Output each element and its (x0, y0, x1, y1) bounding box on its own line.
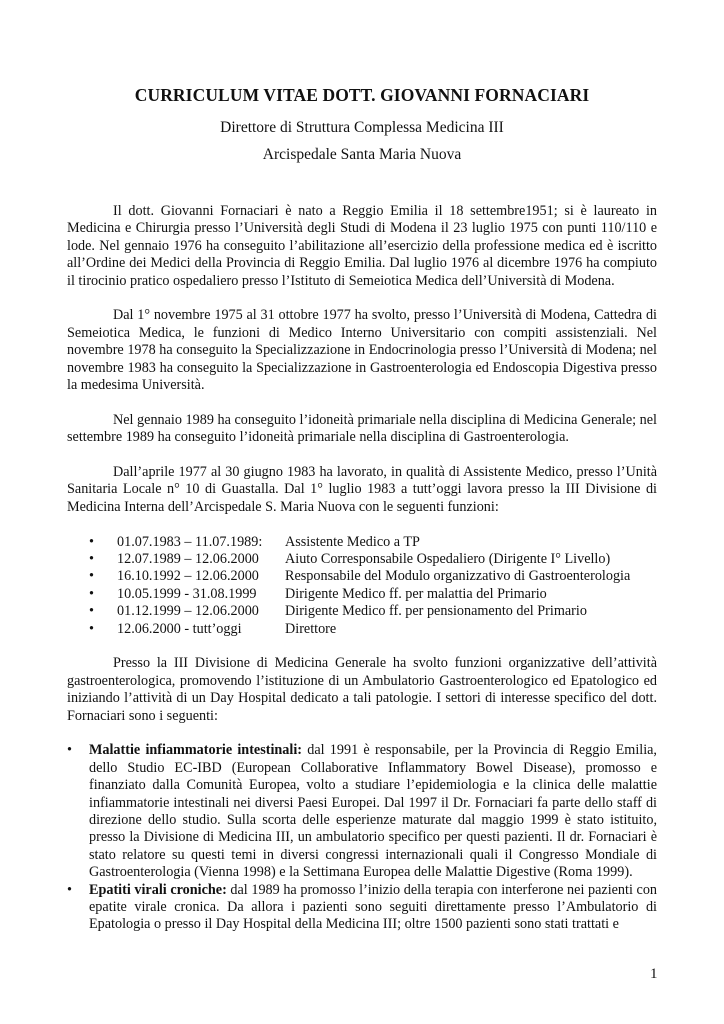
role-dates: 16.10.1992 – 12.06.2000 (117, 568, 259, 585)
topics-list (67, 742, 657, 933)
bullet-glyph: • (89, 620, 94, 637)
role-dates: 12.07.1989 – 12.06.2000 (117, 551, 259, 568)
paragraph-specializations: Dal 1° novembre 1975 al 31 ottobre 1977 ha svolto, presso l’Università di Modena, Cattedra di Semeiotica Medica, le funzioni di Medico Interno Universitario con compiti assistenziali. Nel novembre 1978 ha conseguito la Specializzazione in Endocrinologia presso l’Università di Modena; nel novembre 1983 ha conseguito la Specializzazione in Gastroenterologia ed Endoscopia Digestiva presso la medesima Università. (67, 307, 657, 394)
role-dates: 01.07.1983 – 11.07.1989: (117, 533, 263, 550)
role-title: Aiuto Corresponsabile Ospedaliero (Dirigente I° Livello) (285, 551, 611, 568)
bullet-glyph: • (89, 568, 94, 585)
subtitle-hospital: Arcispedale Santa Maria Nuova (262, 146, 462, 163)
bullet-glyph: • (89, 603, 94, 620)
topic-heading: Malattie infiammatorie intestinali: (89, 742, 302, 759)
role-title: Dirigente Medico ff. per pensionamento del Primario (285, 603, 587, 620)
list-item (67, 568, 657, 585)
role-title: Responsabile del Modulo organizzativo di Gastroenterologia (285, 568, 631, 585)
bullet-glyph: • (89, 585, 94, 602)
paragraph-birth-education: Il dott. Giovanni Fornaciari è nato a Reggio Emilia il 18 settembre1951; si è laureato in Medicina e Chirurgia presso l’Università degli Studi di Modena il 23 luglio 1975 con punti 110/110 e lode. Nel gennaio 1976 ha conseguito l’abilitazione all’esercizio della professione medica ed è iscritto all’Ordine dei Medici della Provincia di Reggio Emilia. Dal luglio 1976 al dicembre 1976 ha compiuto il tirocinio pratico ospedaliero presso l’Istituto di Semeiotica Medica dell’Università di Modena. (67, 203, 657, 289)
subtitle-role: Direttore di Struttura Complessa Medicina III (220, 119, 504, 136)
page-number: 1 (650, 966, 658, 982)
bullet-glyph: • (89, 551, 94, 568)
list-item (67, 882, 657, 934)
paragraph-qualifications: Nel gennaio 1989 ha conseguito l’idoneità primariale nella disciplina di Medicina Generale; nel settembre 1989 ha conseguito l’idoneità primariale nella disciplina di Gastroenterologia. (67, 411, 657, 446)
paragraph-employment: Dall’aprile 1977 al 30 giugno 1983 ha lavorato, in qualità di Assistente Medico, presso l’Unità Sanitaria Locale n° 10 di Guastalla. Dal 1° luglio 1983 a tutt’oggi lavora presso la III Divisione di Medicina Interna dell’Arcispedale S. Maria Nuova con le seguenti funzioni: (67, 464, 657, 515)
bullet-glyph: • (67, 742, 72, 759)
role-dates: 10.05.1999 - 31.08.1999 (117, 585, 257, 602)
topic-heading: Epatiti virali croniche: (89, 881, 227, 898)
list-item (67, 603, 657, 620)
topic-text: dal 1991 è responsabile, per la Provincia di Reggio Emilia, dello Studio EC-IBD (European Collaborative Inflammatory Bowel Disease), promosso e finanziato dalla Comunità Europea, volto a studiare l’epidemiologia e la clinica delle malattie infiammatorie intestinali nei diversi Paesi Europei. Dal 1997 il Dr. Fornaciari fa parte dello staff di direzione dello studio. Sulla scorta delle esperienze maturate dal maggio 1999 è stato istituito, presso la Divisione di Medicina III, un ambulatorio specifico per questi pazienti. Il dr. Fornaciari è stato relatore su questi temi in diversi congressi internazionali quali il Congresso Mondiale di Gastroenterologia (Vienna 1998) e la Settimana Europea delle Malattie Digestive (Roma 1999). (89, 742, 657, 881)
list-item (67, 621, 657, 638)
document-body (67, 203, 657, 934)
document-title: CURRICULUM VITAE DOTT. GIOVANNI FORNACIARI (134, 85, 590, 105)
list-item (67, 742, 657, 881)
paragraph-interests: Presso la III Divisione di Medicina Generale ha svolto funzioni organizzative dell’attività gastroenterologica, promovendo l’istituzione di un Ambulatorio Gastroenterologico ed Epatologico ed iniziando l’attività di un Day Hospital dedicato a tali patologie. I settori di interesse specifico del dott. Fornaciari sono i seguenti: (67, 655, 657, 724)
list-item (67, 586, 657, 603)
role-dates: 12.06.2000 - tutt’oggi (117, 620, 242, 637)
role-dates: 01.12.1999 – 12.06.2000 (117, 603, 259, 620)
bullet-glyph: • (67, 881, 72, 898)
role-title: Direttore (285, 620, 337, 637)
role-title: Assistente Medico a TP (285, 533, 420, 550)
topic-text: dal 1989 ha promosso l’inizio della terapia con interferone nei pazienti con epatite virale cronica. Da allora i pazienti sono seguiti direttamente presso l’Ambulatorio di Epatologia o presso il Day Hospital della Medicina III; oltre 1500 pazienti sono stati trattati e (89, 881, 658, 933)
role-title: Dirigente Medico ff. per malattia del Primario (285, 585, 547, 602)
bullet-glyph: • (89, 533, 94, 550)
list-item (67, 551, 657, 568)
list-item (67, 534, 657, 551)
roles-list (67, 534, 657, 638)
